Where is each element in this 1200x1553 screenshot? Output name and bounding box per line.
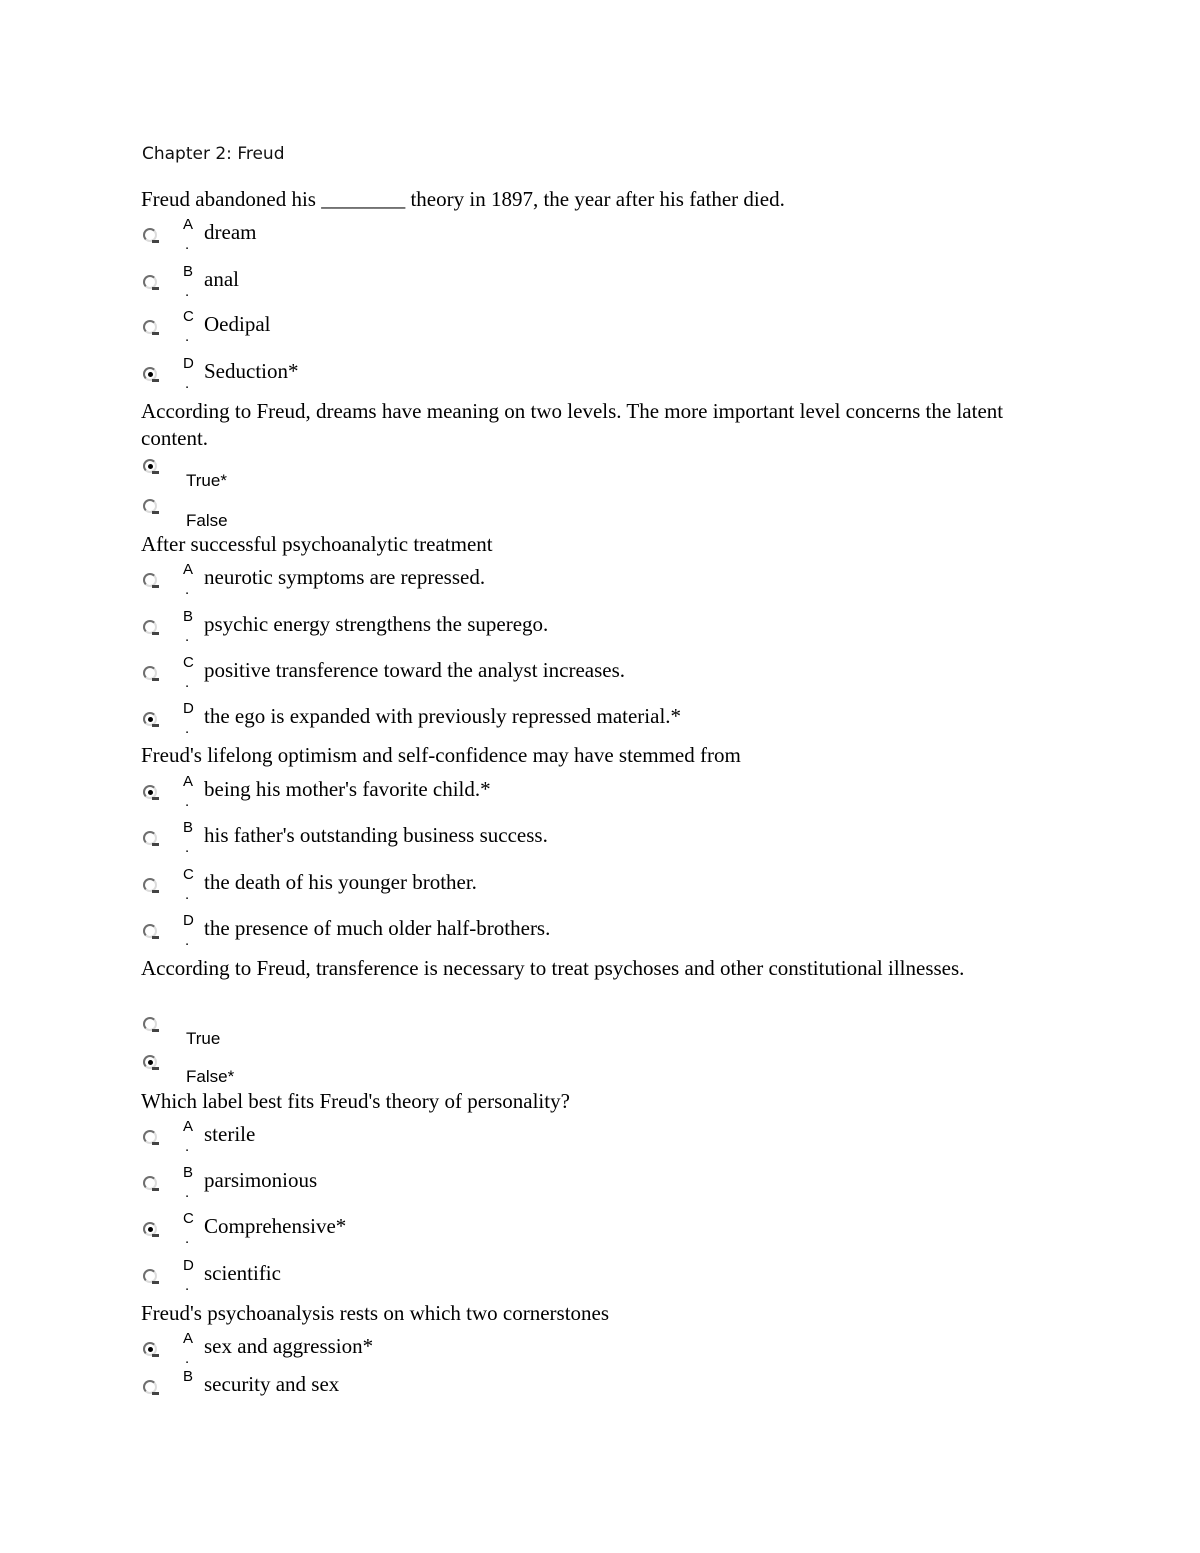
radio-tick-icon — [152, 287, 159, 290]
radio-tick-icon — [152, 1029, 159, 1032]
option-dot: . — [185, 328, 190, 345]
question-1-option-d[interactable] — [143, 355, 1043, 401]
page-title: Chapter 2: Freud — [142, 144, 285, 164]
radio-tick-icon — [152, 1188, 159, 1191]
option-letter: C — [183, 654, 194, 671]
option-letter: B — [183, 608, 194, 625]
option-text: Seduction* — [204, 359, 299, 383]
option-text: positive transference toward the analyst increases. — [204, 658, 625, 682]
question-7-option-b[interactable] — [143, 1368, 1043, 1414]
question-7-option-a[interactable] — [143, 1330, 1043, 1376]
question-3-option-c[interactable] — [143, 654, 1043, 700]
radio-tick-icon — [152, 678, 159, 681]
radio-tick-icon — [152, 632, 159, 635]
question-1-option-a[interactable] — [143, 216, 1043, 262]
option-text: anal — [204, 267, 239, 291]
option-dot: . — [185, 375, 190, 392]
question-3-option-a[interactable] — [143, 561, 1043, 607]
radio-tick-icon — [152, 1234, 159, 1237]
radio-tick-icon — [152, 843, 159, 846]
option-letter: D — [183, 355, 194, 372]
option-letter: A — [183, 1118, 194, 1135]
option-letter: A — [183, 561, 194, 578]
radio-tick-icon — [152, 585, 159, 588]
question-5-option-true[interactable] — [143, 1017, 1043, 1057]
option-text: parsimonious — [204, 1168, 318, 1192]
radio-tick-icon — [152, 1354, 159, 1357]
option-text: neurotic symptoms are repressed. — [204, 565, 486, 589]
radio-tick-icon — [152, 471, 159, 474]
question-4-option-a[interactable] — [143, 773, 1043, 819]
option-dot: . — [185, 1138, 190, 1155]
option-text: psychic energy strengthens the superego. — [204, 612, 549, 636]
radio-tick-icon — [152, 240, 159, 243]
question-3-option-b[interactable] — [143, 608, 1043, 654]
radio-tick-icon — [152, 1392, 159, 1395]
option-text: the ego is expanded with previously repressed material.* — [204, 704, 682, 728]
option-dot: . — [185, 1350, 190, 1367]
option-text: dream — [204, 220, 257, 244]
option-text: his father's outstanding business success. — [204, 823, 548, 847]
question-2-text: According to Freud, dreams have meaning on two levels. The more important level concerns the latent content. — [141, 399, 1004, 450]
option-dot: . — [185, 1277, 190, 1294]
option-dot: . — [185, 236, 190, 253]
option-text: False* — [186, 1067, 235, 1086]
question-4-option-c[interactable] — [143, 866, 1043, 912]
question-6-option-d[interactable] — [143, 1257, 1043, 1303]
option-letter: B — [183, 1368, 194, 1385]
option-text: security and sex — [204, 1372, 340, 1396]
option-letter: D — [183, 1257, 194, 1274]
radio-tick-icon — [152, 1281, 159, 1284]
question-2-option-true[interactable] — [143, 459, 1043, 499]
radio-tick-icon — [152, 379, 159, 382]
option-text: the presence of much older half-brothers. — [204, 916, 551, 940]
option-letter: D — [183, 700, 194, 717]
question-5-text: According to Freud, transference is necessary to treat psychoses and other constitutional illnesses. — [141, 956, 965, 980]
option-dot: . — [185, 1184, 190, 1201]
option-text: the death of his younger brother. — [204, 870, 477, 894]
option-letter: B — [183, 1164, 194, 1181]
option-letter: C — [183, 1210, 194, 1227]
option-text: scientific — [204, 1261, 281, 1285]
option-dot: . — [185, 674, 190, 691]
question-6-text: Which label best fits Freud's theory of personality? — [141, 1089, 570, 1113]
option-dot: . — [185, 581, 190, 598]
radio-tick-icon — [152, 724, 159, 727]
option-text: True* — [186, 471, 227, 490]
option-text: Oedipal — [204, 312, 271, 336]
option-text: sex and aggression* — [204, 1334, 374, 1358]
option-text: True — [186, 1029, 221, 1048]
radio-tick-icon — [152, 890, 159, 893]
radio-tick-icon — [152, 1142, 159, 1145]
question-1-text: Freud abandoned his ________ theory in 1897, the year after his father died. — [141, 187, 785, 211]
radio-tick-icon — [152, 332, 159, 335]
question-4-option-b[interactable] — [143, 819, 1043, 865]
option-dot: . — [185, 886, 190, 903]
option-dot: . — [185, 1230, 190, 1247]
radio-tick-icon — [152, 511, 159, 514]
radio-tick-icon — [152, 797, 159, 800]
question-6-option-a[interactable] — [143, 1118, 1043, 1164]
radio-tick-icon — [152, 936, 159, 939]
question-3-text: After successful psychoanalytic treatment — [141, 532, 493, 556]
option-dot: . — [185, 628, 190, 645]
question-3-option-d[interactable] — [143, 700, 1043, 746]
option-letter: A — [183, 216, 194, 233]
question-6-option-c[interactable] — [143, 1210, 1043, 1256]
option-text: being his mother's favorite child.* — [204, 777, 491, 801]
option-text: sterile — [204, 1122, 256, 1146]
option-text: False — [186, 511, 228, 530]
option-letter: A — [183, 773, 194, 790]
question-4-text: Freud's lifelong optimism and self-confidence may have stemmed from — [141, 743, 741, 767]
option-letter: B — [183, 819, 194, 836]
option-letter: D — [183, 912, 194, 929]
question-4-option-d[interactable] — [143, 912, 1043, 958]
option-dot: . — [185, 283, 190, 300]
question-6-option-b[interactable] — [143, 1164, 1043, 1210]
option-letter: C — [183, 308, 194, 325]
option-dot: . — [185, 839, 190, 856]
question-7-text: Freud's psychoanalysis rests on which two cornerstones — [141, 1301, 610, 1325]
option-dot: . — [185, 720, 190, 737]
option-dot: . — [185, 932, 190, 949]
option-letter: B — [183, 263, 194, 280]
option-text: Comprehensive* — [204, 1214, 347, 1238]
question-1-option-c[interactable] — [143, 308, 1043, 354]
option-letter: A — [183, 1330, 194, 1347]
question-1-option-b[interactable] — [143, 263, 1043, 309]
option-dot: . — [185, 793, 190, 810]
option-letter: C — [183, 866, 194, 883]
radio-tick-icon — [152, 1067, 159, 1070]
